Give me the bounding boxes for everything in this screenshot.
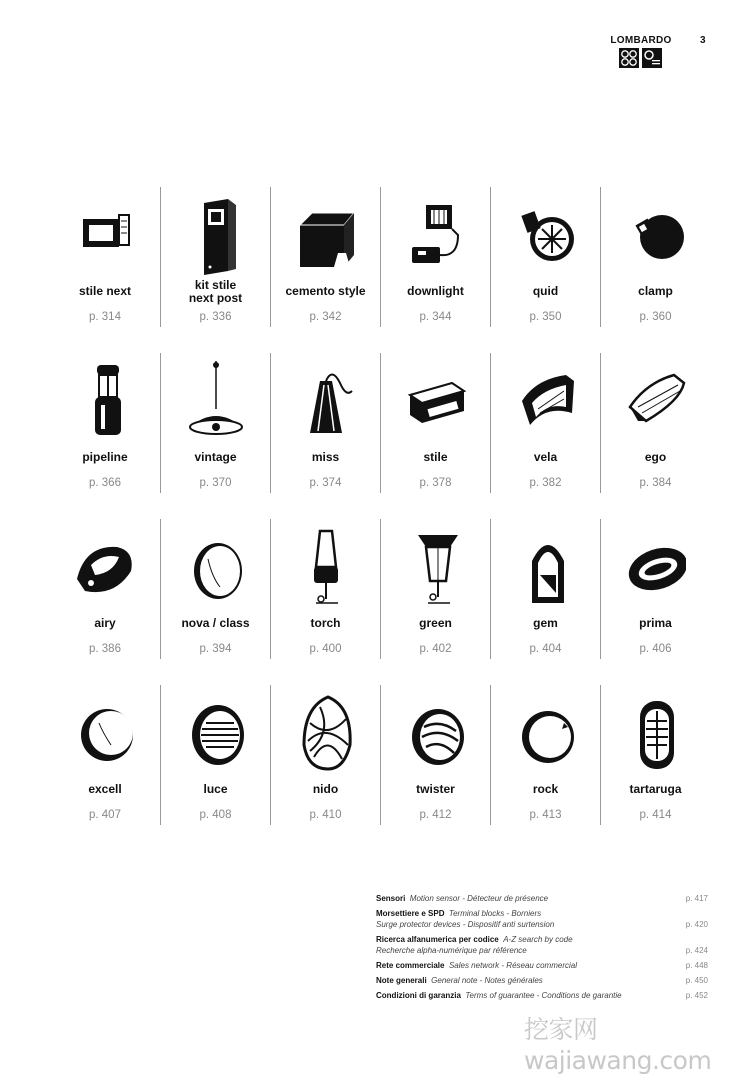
prima-icon xyxy=(626,527,686,607)
product-card[interactable] xyxy=(270,353,380,493)
product-card[interactable] xyxy=(380,187,490,327)
product-name: downlight xyxy=(407,284,464,298)
product-page-ref: p. 412 xyxy=(419,809,452,821)
stile-next-icon xyxy=(75,195,135,275)
product-card[interactable] xyxy=(160,187,270,327)
brand-logos xyxy=(619,48,665,68)
product-name: nido xyxy=(312,782,339,796)
page-number: 3 xyxy=(700,35,706,46)
nido-icon xyxy=(296,693,356,773)
downlight-icon xyxy=(406,195,466,275)
rock-icon xyxy=(516,693,576,773)
index-description: General note - Notes générales xyxy=(431,976,543,985)
index-entry[interactable] xyxy=(376,960,708,971)
product-page-ref: p. 406 xyxy=(639,643,672,655)
watermark: 挖家网 wajiawang.com xyxy=(524,1015,712,1075)
product-card[interactable] xyxy=(380,685,490,825)
product-page-ref: p. 402 xyxy=(419,643,452,655)
index-title: Note generali xyxy=(376,976,427,985)
index-description-2: Surge protector devices - Dispositif anti surtension xyxy=(376,920,555,929)
product-row xyxy=(50,353,710,493)
index-title: Condizioni di garanzia xyxy=(376,991,461,1000)
luce-icon xyxy=(186,693,246,773)
product-name: kit stile next post xyxy=(188,278,243,305)
product-card[interactable] xyxy=(160,353,270,493)
product-card[interactable] xyxy=(160,519,270,659)
product-card[interactable] xyxy=(50,353,160,493)
product-card[interactable] xyxy=(160,685,270,825)
index-title: Rete commerciale xyxy=(376,961,445,970)
index-entry[interactable] xyxy=(376,990,708,1001)
product-card[interactable] xyxy=(50,519,160,659)
product-name: prima xyxy=(639,616,672,630)
product-page-ref: p. 410 xyxy=(309,809,342,821)
product-card[interactable] xyxy=(490,685,600,825)
vela-icon xyxy=(516,361,576,441)
product-card[interactable] xyxy=(600,685,710,825)
product-page-ref: p. 378 xyxy=(419,477,452,489)
coco-logo-icon xyxy=(619,48,639,68)
product-page-ref: p. 414 xyxy=(639,809,672,821)
stile-icon xyxy=(406,361,466,441)
product-page-ref: p. 336 xyxy=(199,311,232,323)
linea-venti-logo-icon xyxy=(642,48,662,68)
product-page-ref: p. 386 xyxy=(89,643,121,655)
product-card[interactable] xyxy=(600,187,710,327)
product-page-ref: p. 413 xyxy=(529,809,562,821)
product-page-ref: p. 404 xyxy=(529,643,562,655)
product-name: miss xyxy=(311,450,340,464)
index-entry[interactable] xyxy=(376,934,708,956)
product-name: clamp xyxy=(638,284,673,298)
index-description: Terminal blocks - Borniers xyxy=(448,909,542,918)
quid-icon xyxy=(516,195,576,275)
ego-icon xyxy=(626,361,686,441)
product-card[interactable] xyxy=(50,187,160,327)
index-description-2: Recherche alpha-numérique par référence xyxy=(376,946,527,955)
index-description: Motion sensor - Détecteur de présence xyxy=(409,894,549,903)
product-card[interactable] xyxy=(50,685,160,825)
index-description: A-Z search by code xyxy=(503,935,573,944)
product-card[interactable] xyxy=(490,519,600,659)
product-card[interactable] xyxy=(600,519,710,659)
product-grid xyxy=(50,187,710,851)
product-page-ref: p. 384 xyxy=(639,477,672,489)
product-card[interactable] xyxy=(270,187,380,327)
appendix-index xyxy=(376,893,708,1005)
miss-icon xyxy=(296,361,356,441)
product-name: ego xyxy=(644,450,667,464)
product-page-ref: p. 360 xyxy=(639,311,672,323)
product-page-ref: p. 374 xyxy=(309,477,342,489)
product-card[interactable] xyxy=(380,519,490,659)
product-name: green xyxy=(419,616,452,630)
index-title: Sensori xyxy=(376,894,406,903)
index-page-ref: p. 450 xyxy=(685,976,708,985)
product-name: nova / class xyxy=(181,616,250,630)
product-page-ref: p. 344 xyxy=(419,311,452,323)
pipeline-icon xyxy=(75,361,135,441)
index-entry[interactable] xyxy=(376,908,708,930)
product-name: luce xyxy=(203,782,228,796)
product-page-ref: p. 407 xyxy=(89,809,121,821)
index-entry[interactable] xyxy=(376,975,708,986)
product-name: rock xyxy=(532,782,559,796)
index-page-ref: p. 417 xyxy=(685,894,708,903)
index-page-ref: p. 452 xyxy=(685,991,708,1000)
index-page-ref: p. 420 xyxy=(685,920,708,929)
product-name: cemento style xyxy=(285,284,366,298)
product-name: quid xyxy=(532,284,559,298)
product-page-ref: p. 408 xyxy=(199,809,232,821)
product-page-ref: p. 314 xyxy=(89,311,121,323)
product-name: tartaruga xyxy=(629,782,682,796)
product-page-ref: p. 394 xyxy=(199,643,232,655)
index-title: Morsettiere e SPD xyxy=(376,909,445,918)
product-name: torch xyxy=(310,616,341,630)
product-page-ref: p. 400 xyxy=(309,643,342,655)
product-name: vela xyxy=(533,450,558,464)
brand-name: LOMBARDO xyxy=(610,35,672,46)
product-name: gem xyxy=(533,616,558,630)
index-title: Ricerca alfanumerica per codice xyxy=(376,935,499,944)
product-row xyxy=(50,187,710,327)
cemento-style-icon xyxy=(296,195,356,275)
clamp-icon xyxy=(626,195,686,275)
index-entry[interactable] xyxy=(376,893,708,904)
nova-class-icon xyxy=(186,527,246,607)
product-card[interactable] xyxy=(490,187,600,327)
green-icon xyxy=(406,527,466,607)
product-page-ref: p. 366 xyxy=(89,477,121,489)
product-card[interactable] xyxy=(600,353,710,493)
gem-icon xyxy=(516,527,576,607)
product-name: stile xyxy=(423,450,448,464)
product-row xyxy=(50,519,710,659)
product-card[interactable] xyxy=(270,519,380,659)
product-card[interactable] xyxy=(490,353,600,493)
index-description: Sales network - Réseau commercial xyxy=(448,961,577,970)
product-page-ref: p. 350 xyxy=(529,311,562,323)
product-card[interactable] xyxy=(380,353,490,493)
product-row xyxy=(50,685,710,825)
page-header xyxy=(0,0,744,80)
airy-icon xyxy=(75,527,135,607)
product-name: pipeline xyxy=(82,450,128,464)
twister-icon xyxy=(406,693,466,773)
product-name: vintage xyxy=(194,450,237,464)
vintage-icon xyxy=(186,361,246,441)
product-name: twister xyxy=(416,782,455,796)
product-page-ref: p. 342 xyxy=(309,311,342,323)
product-name: airy xyxy=(94,616,116,630)
product-page-ref: p. 370 xyxy=(199,477,232,489)
product-name: excell xyxy=(88,782,122,796)
index-page-ref: p. 424 xyxy=(685,946,708,955)
product-card[interactable] xyxy=(270,685,380,825)
product-page-ref: p. 382 xyxy=(529,477,562,489)
tartaruga-icon xyxy=(626,693,686,773)
product-name: stile next xyxy=(78,284,132,298)
index-description: Terms of guarantee - Conditions de garantie xyxy=(465,991,622,1000)
kit-stile-next-post-icon xyxy=(186,195,246,275)
excell-icon xyxy=(75,693,135,773)
torch-icon xyxy=(296,527,356,607)
index-page-ref: p. 448 xyxy=(685,961,708,970)
